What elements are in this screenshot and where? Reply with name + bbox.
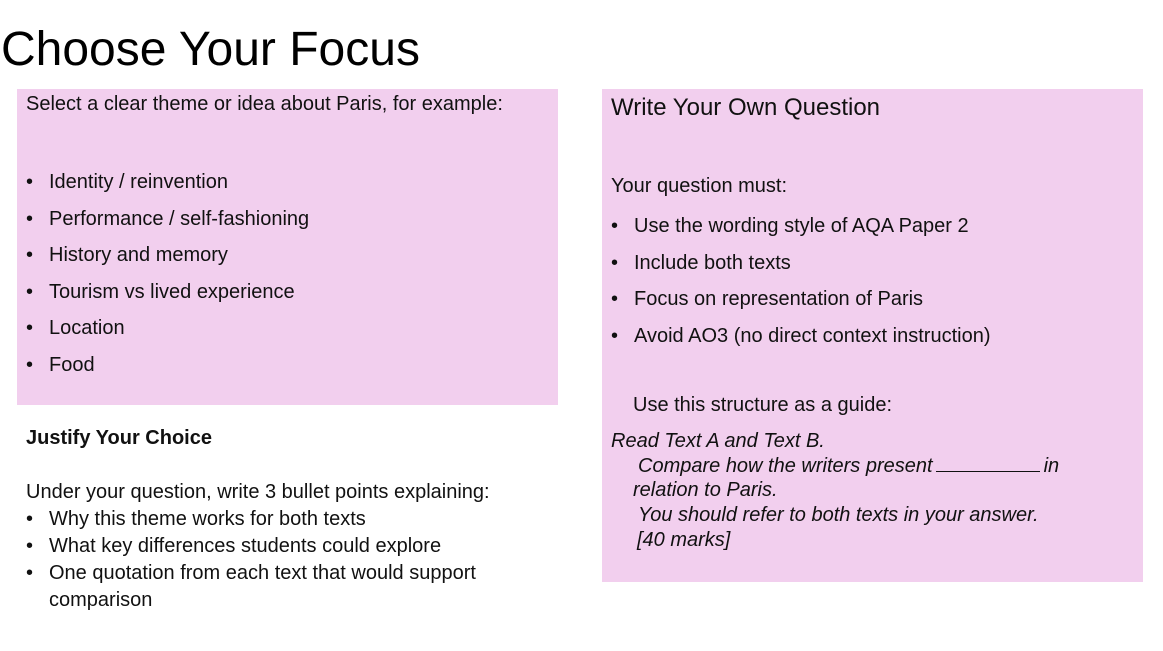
answer-blank xyxy=(936,454,1040,472)
bullet-icon: • xyxy=(26,353,34,376)
justify-intro-text: Under your question, write 3 bullet points explaining: xyxy=(26,481,490,503)
guide-label: Use this structure as a guide: xyxy=(633,394,893,416)
question-line-4: You should refer to both texts in your answer. xyxy=(638,504,1039,526)
list-item: • What key differences students could explore xyxy=(26,533,529,560)
bullet-icon: • xyxy=(26,171,34,193)
bullet-icon: • xyxy=(611,288,619,310)
slide-title: Choose Your Focus xyxy=(1,23,420,76)
list-item: • Performance / self-fashioning xyxy=(26,201,309,238)
list-item: • Use the wording style of AQA Paper 2 xyxy=(611,208,990,245)
justify-heading: Justify Your Choice xyxy=(26,427,212,449)
question-line-2: Compare how the writers present in xyxy=(638,455,1060,477)
theme-list xyxy=(26,164,309,383)
question-line-3: relation to Paris. xyxy=(633,479,778,501)
write-question-heading: Write Your Own Question xyxy=(611,94,881,121)
bullet-icon: • xyxy=(26,244,34,266)
bullet-icon: • xyxy=(26,562,34,584)
requirements-list xyxy=(611,208,990,354)
bullet-icon: • xyxy=(611,324,619,347)
list-item: • Include both texts xyxy=(611,245,990,282)
bullet-icon: • xyxy=(611,215,619,237)
theme-intro-text: Select a clear theme or idea about Paris, for example: xyxy=(26,93,503,115)
list-item: • One quotation from each text that would support comparison xyxy=(26,562,476,611)
list-item: • History and memory xyxy=(26,237,309,274)
bullet-icon: • xyxy=(26,207,34,230)
bullet-icon: • xyxy=(26,280,34,303)
marks-label: [40 marks] xyxy=(637,529,731,551)
list-item: • Focus on representation of Paris xyxy=(611,281,990,318)
bullet-icon: • xyxy=(26,508,34,530)
requirements-label: Your question must: xyxy=(611,175,788,197)
list-item: • Identity / reinvention xyxy=(26,164,309,201)
list-item: • Food xyxy=(26,347,309,384)
bullet-icon: • xyxy=(26,317,34,339)
bullet-icon: • xyxy=(611,251,619,274)
question-line-1: Read Text A and Text B. xyxy=(611,430,825,452)
list-item: • Tourism vs lived experience xyxy=(26,274,309,311)
list-item: • Avoid AO3 (no direct context instruction) xyxy=(611,318,990,355)
bullet-icon: • xyxy=(26,535,34,557)
list-item: • Why this theme works for both texts xyxy=(26,506,529,533)
list-item: • Location xyxy=(26,310,309,347)
justify-list xyxy=(26,506,529,614)
